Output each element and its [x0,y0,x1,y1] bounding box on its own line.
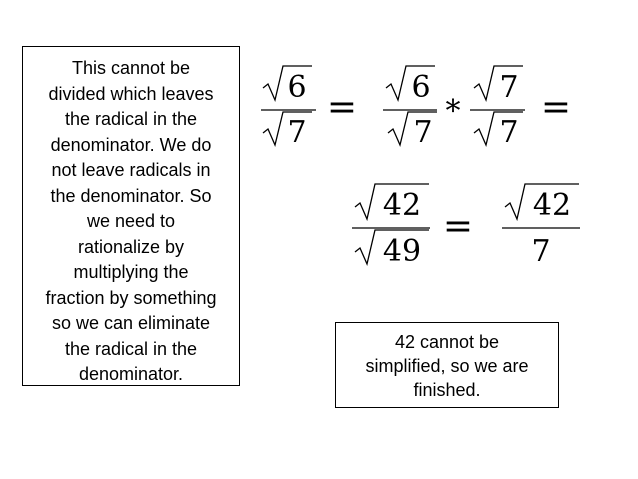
fraction-sqrt42-over-7 [502,184,580,269]
conclusion-line: finished. [413,380,481,400]
explanation-line: the denominator. So [50,185,212,206]
explanation-line: rationalize by [77,236,185,257]
conclusion-box [335,322,559,408]
radicand: 7 [499,70,519,105]
radicand: 6 [411,70,431,105]
explanation-line: we need to [86,211,176,231]
conclusion-line: simplified, so we are [365,356,529,376]
explanation-line: denominator. We do [50,134,212,155]
fraction-sqrt6-over-sqrt7 [261,66,316,150]
radicand: 7 [499,115,519,150]
radicand: 49 [382,234,422,269]
fraction-sqrt42-over-sqrt49 [352,184,430,269]
fraction-sqrt6-over-sqrt7-second [383,66,437,150]
explanation-line: the radical in the [64,109,198,129]
conclusion-line: 42 cannot be [394,332,500,352]
explanation-line: not leave radicals in [51,160,211,180]
explanation-line: divided which leaves [48,83,214,104]
explanation-line: fraction by something [45,287,217,308]
radicand: 7 [287,115,307,150]
equals-sign: = [540,87,572,128]
explanation-line: so we can eliminate [51,313,211,333]
multiply-sign: * [445,94,461,129]
fraction-sqrt7-over-sqrt7 [470,66,525,150]
radicand: 7 [413,115,433,150]
radicand: 42 [382,188,422,223]
equals-sign: = [442,206,474,247]
radicand: 42 [532,188,572,223]
explanation-line: This cannot be [71,58,191,78]
equals-sign: = [326,87,358,128]
explanation-line: the radical in the [64,338,198,359]
radicand: 6 [287,70,307,105]
explanation-line: denominator. [78,364,184,384]
denominator: 7 [531,234,551,269]
explanation-line: multiplying the [73,262,189,282]
